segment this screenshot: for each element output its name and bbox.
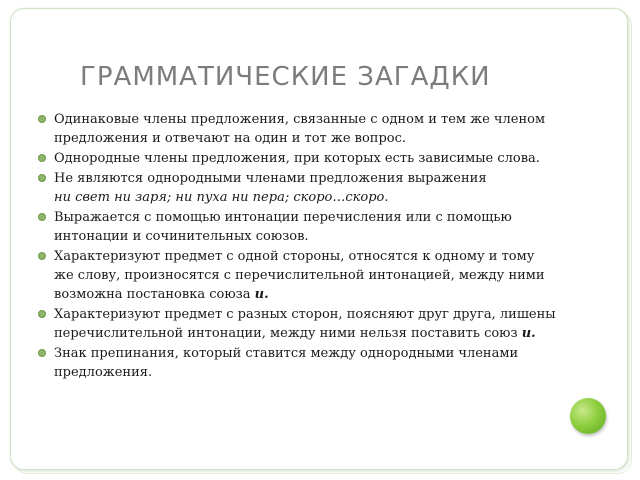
bullet-icon [38,349,46,357]
bullet-icon [38,174,46,182]
list-item [38,169,558,207]
bullet-icon [38,154,46,162]
bullet-list [38,110,558,383]
item-example-italic: ни свет ни заря; ни пуха ни пера; скоро…скоро. [54,190,389,205]
item-text: Характеризуют предмет с одной стороны, относятся к одному и тому же слову, произносятся с перечислительной интонацией, между ними возможна постановка союза [54,249,545,302]
list-item [38,208,558,246]
conjunction-marker: и. [521,326,536,341]
bullet-icon [38,213,46,221]
list-item [38,344,558,382]
bullet-icon [38,115,46,123]
list-item [38,305,558,343]
conjunction-marker: и. [254,287,269,302]
item-text: Одинаковые члены предложения, связанные с одном и тем же членом предложения и отвечают на один и тот же вопрос. [54,112,546,146]
item-text: Знак препинания, который ставится между однородными членами предложения. [54,346,519,380]
list-item [38,247,558,304]
item-text: Характеризуют предмет с разных сторон, поясняют друг друга, лишены перечислительной интонации, между ними нельзя поставить союз [54,307,556,341]
item-text: Однородные члены предложения, при которых есть зависимые слова. [54,151,540,166]
bullet-icon [38,310,46,318]
green-circle-decoration [570,398,606,434]
list-item [38,149,558,168]
bullet-icon [38,252,46,260]
slide-title: ГРАММАТИЧЕСКИЕ ЗАГАДКИ [80,62,491,92]
item-text: Выражается с помощью интонации перечисления или с помощью интонации и сочинительных союзов. [54,210,512,244]
list-item [38,110,558,148]
item-text: Не являются однородными членами предложения выражения [54,171,487,186]
